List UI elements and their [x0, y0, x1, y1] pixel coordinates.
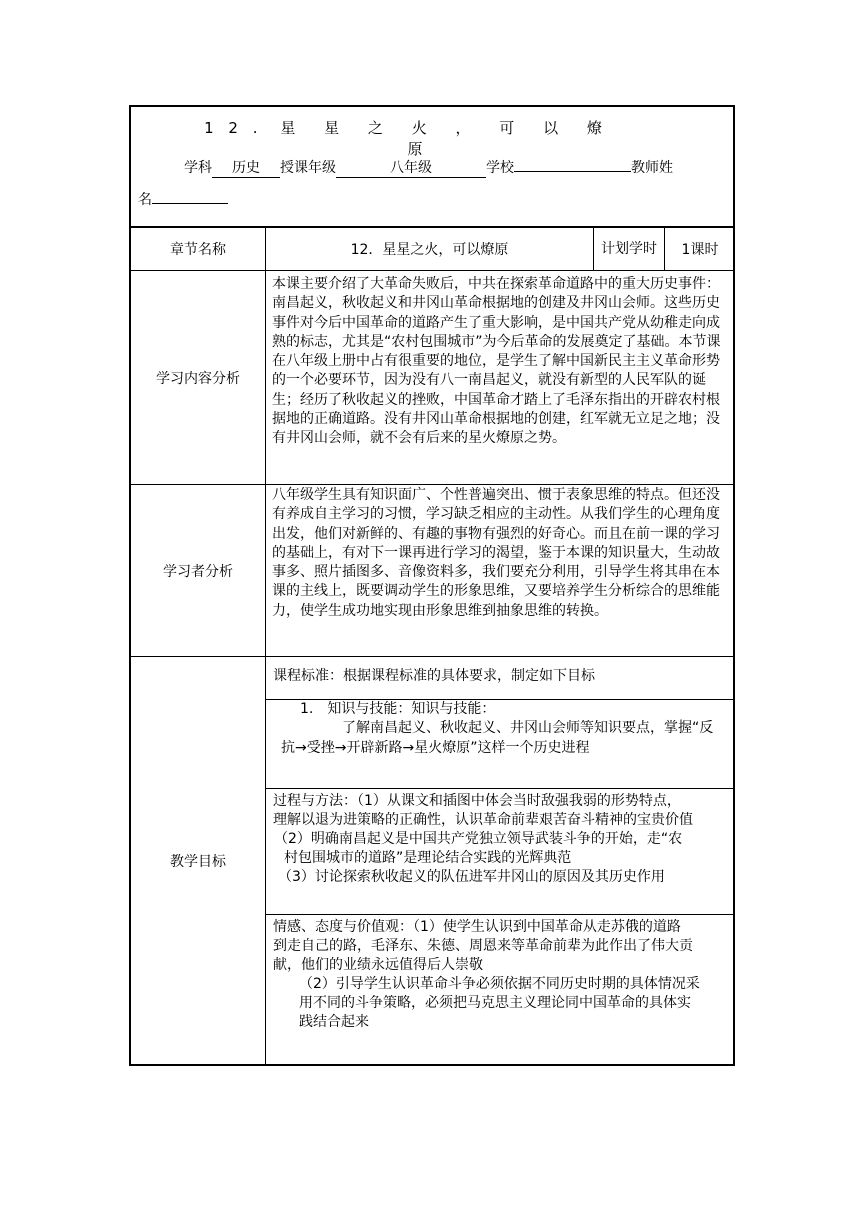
title-char: 原	[407, 140, 423, 158]
content-analysis-label: 学习内容分析	[156, 370, 240, 387]
course-standard: 课程标准：根据课程标准的具体要求，制定如下目标	[273, 668, 595, 684]
subject-value: 历史	[212, 159, 280, 178]
process-line-3: （2）明确南昌起义是中国共产党独立领导武装斗争的开始，走“农	[274, 831, 683, 847]
teacher-value	[152, 185, 228, 204]
title-char: 星	[324, 119, 340, 137]
title-char: ，	[455, 119, 471, 137]
grade-value: 八年级	[336, 159, 486, 178]
knowledge-line-2: 抗→受挫→开辟新路→星火燎原”这样一个历史进程	[281, 740, 590, 756]
column-divider-label	[265, 227, 266, 1066]
teaching-goals-label: 教学目标	[170, 853, 226, 870]
emotion-line-6: 践结合起来	[299, 1014, 369, 1030]
title-char: 星	[280, 119, 296, 137]
title-char: 1	[204, 119, 214, 137]
school-value	[514, 153, 631, 172]
planned-hours-value: 1课时	[681, 242, 719, 258]
column-divider-hours-1	[593, 227, 594, 271]
process-line-2: 理解以退为进策略的正确性，认识革命前辈艰苦奋斗精神的宝贵价值	[273, 812, 693, 828]
header-info-line	[184, 153, 673, 178]
content-analysis-text: 本课主要介绍了大革命失败后，中共在探索革命道路中的重大历史事件：南昌起义，秋收起义和井冈山革命根据地的创建及井冈山会师。这些历史事件对今后中国革命的道路产生了重大影响，是中国共产党从幼稚走向成熟的标志，尤其是“农村包围城市”为今后革命的发展奠定了基础。本节课在八年级上册中占有很重要的地位，是学生了解中国新民主主义革命形势的一个必要环节，因为没有八一南昌起义，就没有新型的人民军队的诞生；经历了秋收起义的挫败，中国革命才踏上了毛泽东指出的开辟农村根据地的正确道路。没有井冈山革命根据地的创建，红军就无立足之地；没有井冈山会师，就不会有后来的星火燎原之势。	[272, 276, 721, 447]
title-char: 火	[411, 119, 427, 137]
learner-analysis-label: 学习者分析	[163, 563, 233, 580]
teacher-label-cont: 名	[138, 192, 152, 208]
learner-analysis-text: 八年级学生具有知识面广、个性普遍突出、惯于表象思维的特点。但还没有养成自主学习的习惯，学习缺乏相应的主动性。从我们学生的心理角度出发，他们对新鲜的、有趣的事物有强烈的好奇心。而且在前一课的学习的基础上，有对下一课再进行学习的渴望，鉴于本课的知识量大，生动故事多、照片插图多、音像资料多，我们要充分利用，引导学生将其串在本课的主线上，既要调动学生的形象思维，又要培养学生分析综合的思维能力，使学生成功地实现由形象思维到抽象思维的转换。	[272, 487, 720, 619]
knowledge-heading: 1. 知识与技能：知识与技能：	[300, 701, 496, 717]
title-char: 之	[367, 119, 383, 137]
process-line-5: （3）讨论探索秋收起义的队伍进军井冈山的原因及其历史作用	[278, 869, 665, 885]
process-line-4: 村包围城市的道路”是理论结合实践的光辉典范	[284, 850, 572, 866]
chapter-label: 章节名称	[170, 242, 226, 258]
emotion-line-4: （2）引导学生认识革命斗争必须依据不同历史时期的具体情况采	[299, 976, 700, 992]
school-label: 学校	[486, 160, 514, 176]
title-char: .	[252, 119, 258, 137]
title-char: 可	[499, 119, 515, 137]
emotion-line-1: 情感、态度与价值观：（1）使学生认识到中国革命从走苏俄的道路	[273, 919, 681, 935]
title-char: 以	[543, 119, 559, 137]
process-line-1: 过程与方法：（1）从课文和插图中体会当时敌强我弱的形势特点，	[273, 793, 681, 809]
subject-label: 学科	[184, 160, 212, 176]
teacher-label: 教师姓	[631, 160, 673, 176]
planned-hours-label: 计划学时	[601, 240, 657, 257]
emotion-line-3: 献，他们的业绩永远值得后人崇敬	[273, 957, 483, 973]
divider-goal-process	[265, 914, 735, 915]
title-char: 2	[228, 119, 238, 137]
knowledge-line-1: 了解南昌起义、秋收起义、井冈山会师等知识要点，掌握“反	[342, 720, 714, 736]
divider-goal-knowledge	[265, 788, 735, 789]
title-char: 燎	[586, 119, 602, 137]
emotion-line-2: 到走自己的路，毛泽东、朱德、周恩来等革命前辈为此作出了伟大贡	[273, 938, 693, 954]
chapter-value: 12．星星之火，可以燎原	[350, 242, 509, 258]
teacher-name-line	[138, 185, 228, 210]
emotion-line-5: 用不同的斗争策略，必须把马克思主义理论同中国革命的具体实	[299, 995, 691, 1011]
grade-label: 授课年级	[280, 160, 336, 176]
